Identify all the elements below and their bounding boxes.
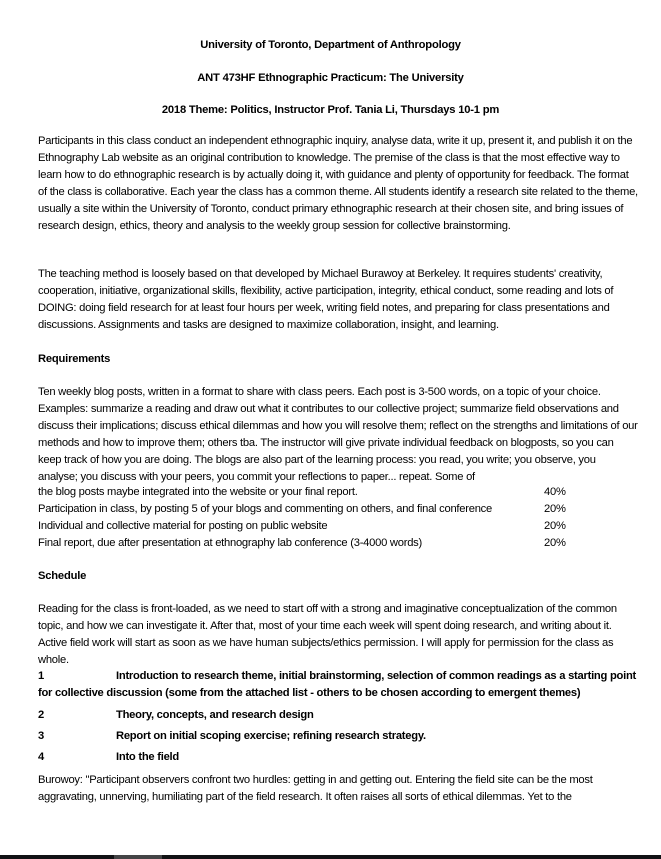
teaching-method-paragraph: The teaching method is loosely based on that developed by Michael Burawoy at Berkeley. It requires students' creativity, cooperation, initiative, organizational skills, flexibility, active participation, integrity, ethical conduct, some reading and lots of DOING: doing field research for at least four hours per week, writing field notes, and preparing for class presentations and discussions. Assignments and tasks are designed to maximize collaboration, insight, and learning. (38, 268, 614, 331)
blog-posts-paragraph: Ten weekly blog posts, written in a format to share with class peers. Each post is 3-500 words, on a topic of your choice. Examples: summarize a reading and draw out what it contributes to our collective project; summarize field observations and discuss their implications; discuss ethical dilemmas and how you will resolve them; reflect on the strengths and limitations of our methods and how to improve them; others tba. The instructor will give private individual feedback on blogposts, so you can keep track of how you are doing. The blogs are also part of the learning process: you read, you write; you observe, you analyse; you discuss with your peers, you commit your reflections to paper... repeat. Some of (38, 386, 638, 483)
grade-item-label: Participation in class, by posting 5 of your blogs and commenting on others, and final conference (38, 503, 492, 515)
grade-row (38, 484, 638, 501)
grade-item-weight: 20% (544, 520, 566, 532)
requirements-heading: Requirements (38, 353, 111, 365)
scrollbar-thumb[interactable] (114, 855, 162, 859)
grade-row (38, 535, 638, 552)
week-topic: Theory, concepts, and research design (116, 709, 314, 721)
schedule-week (38, 728, 638, 745)
grade-item-weight: 20% (544, 503, 566, 515)
burawoy-quote-paragraph: Burowoy: "Participant observers confront two hurdles: getting in and getting out. Entering the field site can be the most aggravating, unnerving, humiliating part of the field research. It often raises all sorts of ethical dilemmas. Yet to the (38, 774, 593, 803)
schedule-week (38, 749, 638, 766)
grade-item-weight: 20% (544, 537, 566, 549)
week-number: 3 (38, 730, 44, 742)
grade-item-label: Final report, due after presentation at ethnography lab conference (3-4000 words) (38, 537, 422, 549)
horizontal-scrollbar[interactable] (0, 855, 661, 859)
grade-item-label: Individual and collective material for posting on public website (38, 520, 328, 532)
week-number: 1 (38, 670, 44, 682)
grade-row (38, 518, 638, 535)
schedule-week (38, 668, 638, 702)
grade-row (38, 501, 638, 518)
week-topic: Introduction to research theme, initial brainstorming, selection of common readings as a starting point for collective discussion (some from the attached list - others to be chosen according to emergent themes) (38, 670, 637, 699)
grade-item-label: the blog posts maybe integrated into the website or your final report. (38, 486, 358, 498)
week-topic: Into the field (116, 751, 179, 763)
course-theme-line: 2018 Theme: Politics, Instructor Prof. Tania Li, Thursdays 10-1 pm (161, 104, 500, 116)
week-topic: Report on initial scoping exercise; refining research strategy. (116, 730, 426, 742)
week-number: 2 (38, 709, 44, 721)
course-title: ANT 473HF Ethnographic Practicum: The University (197, 72, 464, 84)
schedule-intro-paragraph: Reading for the class is front-loaded, as we need to start off with a strong and imaginative conceptualization of the common topic, and how we can investigate it. After that, most of your time each week will spent doing research, and writing about it. Active field work will start as soon as we have human subjects/ethics permission. I will apply for permission for the class as whole. (38, 603, 617, 666)
intro-paragraph: Participants in this class conduct an independent ethnographic inquiry, analyse data, write it up, present it, and publish it on the Ethnography Lab website as an original contribution to knowledge. The premise of the class is that the most effective way to learn how to do ethnographic research is by actually doing it, with guidance and plenty of opportunity for feedback. The format of the class is collaborative. Each year the class has a common theme. All students identify a research site related to the theme, usually a site within the University of Toronto, conduct primary ethnographic research at their chosen site, and bring issues of research design, ethics, theory and analysis to the weekly group session for collective brainstorming. (38, 135, 638, 232)
schedule-week (38, 707, 638, 724)
grade-item-weight: 40% (544, 486, 566, 498)
schedule-heading: Schedule (38, 570, 87, 582)
institution-title: University of Toronto, Department of Anthropology (200, 39, 461, 51)
week-number: 4 (38, 751, 44, 763)
